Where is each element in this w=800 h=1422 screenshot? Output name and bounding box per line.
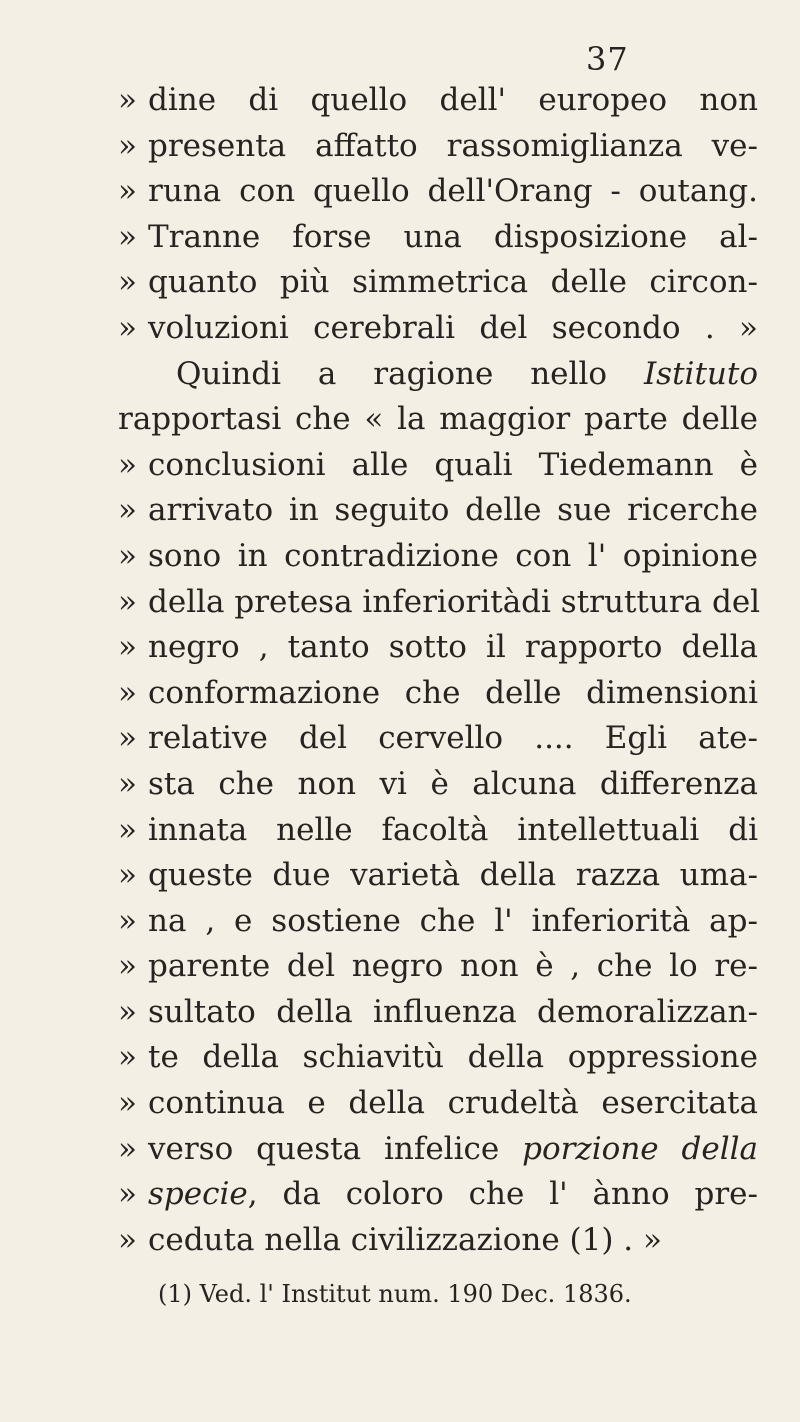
text-line xyxy=(118,443,758,489)
text-line xyxy=(118,808,758,854)
italic-text: Istituto xyxy=(643,355,759,392)
line-text: te della schiavitù della oppressione xyxy=(148,1039,758,1076)
body-text xyxy=(118,78,761,1263)
text-line xyxy=(118,762,758,808)
quote-mark: » xyxy=(118,674,137,711)
footnote: (1) Ved. l' Institut num. 190 Dec. 1836. xyxy=(158,1280,632,1308)
text-line xyxy=(118,260,758,306)
text-line xyxy=(118,1127,758,1173)
line-text: negro , tanto sotto il rapporto della xyxy=(148,629,758,666)
line-text: rapportasi che « la maggior parte delle xyxy=(118,401,758,438)
text-line xyxy=(118,1035,758,1081)
line-text: della pretesa inferioritàdi struttura del xyxy=(148,583,761,620)
quote-mark: » xyxy=(118,264,137,301)
quote-mark: » xyxy=(118,720,137,757)
quote-mark: » xyxy=(118,492,137,529)
text-line xyxy=(118,1172,758,1218)
text-line xyxy=(118,716,758,762)
line-text: runa con quello dell'Orang - outang. xyxy=(148,173,758,210)
text-line xyxy=(118,534,758,580)
quote-mark: » xyxy=(118,1176,137,1213)
line-text: conformazione che delle dimensioni xyxy=(148,674,758,711)
quote-mark: » xyxy=(118,173,137,210)
line-text: Quindi a ragione nello xyxy=(176,355,608,392)
line-text: verso questa infelice xyxy=(148,1130,500,1167)
quote-mark: » xyxy=(118,857,137,894)
quote-mark: » xyxy=(118,218,137,255)
line-text: relative del cervello .... Egli ate- xyxy=(148,720,758,757)
quote-mark: » xyxy=(118,1039,137,1076)
line-text: arrivato in seguito delle sue ricerche xyxy=(148,492,758,529)
quote-mark: » xyxy=(118,948,137,985)
quote-mark: » xyxy=(118,1130,137,1167)
quote-mark: » xyxy=(118,82,137,118)
text-line xyxy=(118,944,758,990)
text-line xyxy=(118,899,758,945)
quote-mark: » xyxy=(118,309,137,346)
line-text: presenta affatto rassomiglianza ve- xyxy=(148,127,758,164)
text-line xyxy=(118,580,761,626)
line-text: innata nelle facoltà intellettuali di xyxy=(148,811,758,848)
quote-mark: » xyxy=(118,1221,137,1258)
quote-mark: » xyxy=(118,993,137,1030)
quote-mark: » xyxy=(118,446,137,483)
line-text: sta che non vi è alcuna differenza xyxy=(148,765,758,802)
line-text: , da coloro che l' ànno pre- xyxy=(247,1176,758,1213)
text-line xyxy=(118,671,758,717)
quote-mark: » xyxy=(118,629,137,666)
text-line xyxy=(118,625,758,671)
text-line xyxy=(118,990,758,1036)
quote-mark: » xyxy=(118,1085,137,1122)
italic-text: specie xyxy=(148,1176,248,1213)
line-text: Tranne forse una disposizione al- xyxy=(148,218,758,255)
line-text: sono in contradizione con l' opinione xyxy=(148,537,758,574)
text-line xyxy=(118,1218,758,1264)
text-line xyxy=(118,215,758,261)
text-line xyxy=(118,397,758,443)
text-line xyxy=(118,169,758,215)
page-number: 37 xyxy=(586,40,629,78)
line-text: conclusioni alle quali Tiedemann è xyxy=(148,446,758,483)
line-text: quanto più simmetrica delle circon- xyxy=(148,264,758,301)
quote-mark: » xyxy=(118,811,137,848)
text-line xyxy=(118,1081,758,1127)
text-line xyxy=(118,853,758,899)
quote-mark: » xyxy=(118,902,137,939)
line-text: sultato della influenza demoralizzan- xyxy=(148,993,758,1030)
line-text: continua e della crudeltà esercitata xyxy=(148,1085,758,1122)
line-text: na , e sostiene che l' inferiorità ap- xyxy=(148,902,758,939)
quote-mark: » xyxy=(118,127,137,164)
text-line xyxy=(118,78,758,124)
italic-text: porzione della xyxy=(522,1130,759,1167)
text-line xyxy=(118,124,758,170)
line-text: ceduta nella civilizzazione (1) . » xyxy=(148,1221,662,1258)
line-text: dine di quello dell' europeo non xyxy=(148,82,758,118)
text-line xyxy=(118,352,758,398)
line-text: parente del negro non è , che lo re- xyxy=(148,948,758,985)
quote-mark: » xyxy=(118,537,137,574)
text-line xyxy=(118,488,758,534)
quote-mark: » xyxy=(118,583,137,620)
line-text: queste due varietà della razza uma- xyxy=(148,857,758,894)
text-line xyxy=(118,306,758,352)
quote-mark: » xyxy=(118,765,137,802)
line-text: voluzioni cerebrali del secondo . » xyxy=(148,309,758,346)
